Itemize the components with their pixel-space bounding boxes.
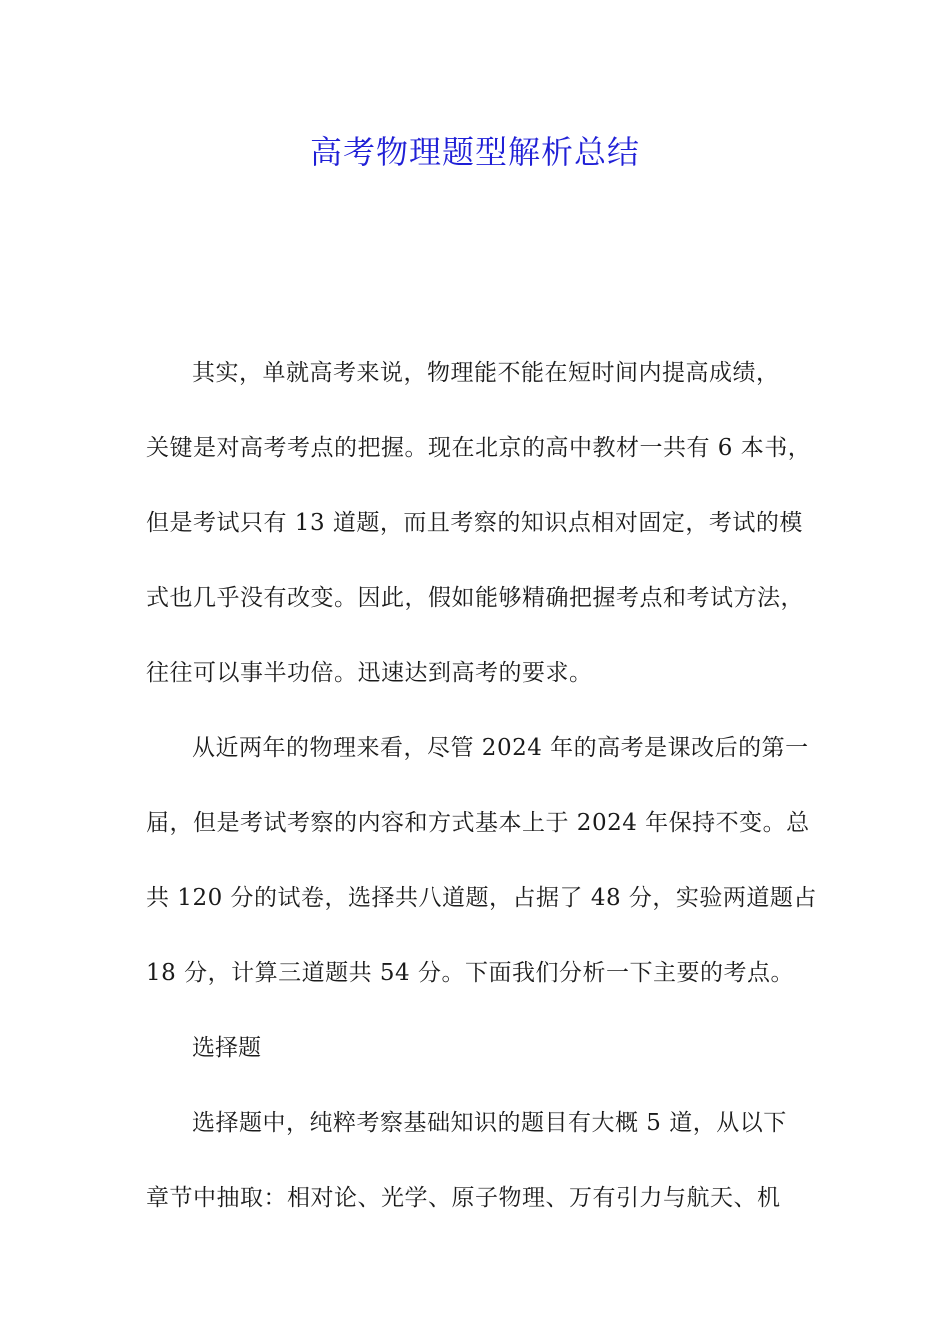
paragraph-intro — [146, 336, 826, 711]
paragraph-line: 其实，单就高考来说，物理能不能在短时间内提高成绩， — [192, 360, 780, 386]
paragraph-line: 选择题中，纯粹考察基础知识的题目有大概 5 道，从以下 — [192, 1110, 787, 1136]
section-heading-choice: 选择题 — [192, 1035, 261, 1061]
paragraph-line: 届，但是考试考察的内容和方式基本上于 2024 年保持不变。总 — [146, 810, 810, 836]
document-title: 高考物理题型解析总结 — [309, 133, 640, 171]
paragraph-line: 式也几乎没有改变。因此，假如能够精确把握考点和考试方法， — [146, 585, 804, 611]
document-body — [146, 336, 826, 1236]
paragraph-line: 18 分，计算三道题共 54 分。下面我们分析一下主要的考点。 — [146, 960, 794, 986]
paragraph-line: 但是考试只有 13 道题，而且考察的知识点相对固定，考试的模 — [146, 510, 803, 536]
paragraph-line: 从近两年的物理来看，尽管 2024 年的高考是课改后的第一 — [192, 735, 809, 761]
paragraph-overview — [146, 711, 826, 1011]
paragraph-line: 章节中抽取：相对论、光学、原子物理、万有引力与航天、机 — [146, 1185, 781, 1211]
paragraph-choice — [146, 1086, 826, 1236]
paragraph-line: 共 120 分的试卷，选择共八道题，占据了 48 分，实验两道题占 — [146, 885, 817, 911]
paragraph-line: 关键是对高考考点的把握。现在北京的高中教材一共有 6 本书， — [146, 435, 812, 461]
paragraph-line: 往往可以事半功倍。迅速达到高考的要求。 — [146, 660, 593, 686]
